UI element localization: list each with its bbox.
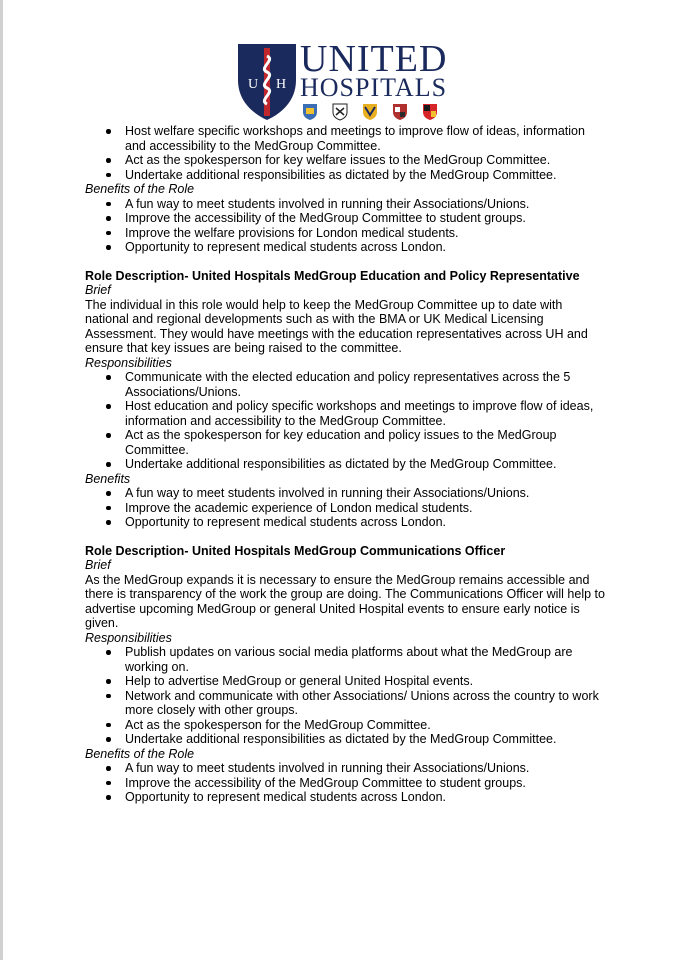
list-item: Act as the spokesperson for key welfare issues to the MedGroup Committee. [85,153,605,168]
list-item: Communicate with the elected education and policy representatives across the 5 Associations/Unions. [85,370,605,399]
list-item: Network and communicate with other Associations/ Unions across the country to work more closely with other groups. [85,689,605,718]
crest-3-icon [362,103,378,121]
welfare-responsibilities-continued [85,124,605,182]
logo-initial-u: U [248,77,259,92]
list-item: A fun way to meet students involved in running their Associations/Unions. [85,761,605,776]
education-brief-text: The individual in this role would help to keep the MedGroup Committee up to date with national and regional developments such as with the BMA or UK Medical Licensing Assessment. They would have meetings with the education representatives across UH and ensure that key issues are being raised to the committee. [85,297,588,355]
communications-benefits-label: Benefits of the Role [85,746,195,761]
list-item: Undertake additional responsibilities as dictated by the MedGroup Committee. [85,457,605,472]
list-item: Publish updates on various social media platforms about what the MedGroup are working on. [85,645,605,674]
list-item: Host welfare specific workshops and meetings to improve flow of ideas, information and accessibility to the MedGroup Committee. [85,124,605,153]
list-item: Act as the spokesperson for key education and policy issues to the MedGroup Committee. [85,428,605,457]
list-item: Improve the accessibility of the MedGroup Committee to student groups. [85,776,605,791]
list-item: Improve the accessibility of the MedGroup Committee to student groups. [85,211,605,226]
education-responsibilities-label: Responsibilities [85,355,172,370]
shield-icon [236,40,298,122]
logo-line-united: UNITED [300,38,448,80]
list-item: Improve the academic experience of London medical students. [85,501,605,516]
list-item: A fun way to meet students involved in running their Associations/Unions. [85,197,605,212]
page-edge [0,0,3,960]
welfare-benefits-label: Benefits of the Role [85,182,195,196]
communications-benefits-list [85,761,605,805]
crest-row [302,103,452,123]
list-item: A fun way to meet students involved in running their Associations/Unions. [85,486,605,501]
crest-1-icon [302,103,318,121]
education-benefits-label: Benefits [85,471,131,486]
list-item: Opportunity to represent medical students across London. [85,790,605,805]
crest-2-icon [332,103,348,121]
welfare-benefits-list [85,197,605,255]
list-item: Help to advertise MedGroup or general United Hospital events. [85,674,605,689]
list-item: Act as the spokesperson for the MedGroup Committee. [85,718,605,733]
united-hospitals-logo [236,40,451,126]
education-benefits-list [85,486,605,530]
list-item: Improve the welfare provisions for London medical students. [85,226,605,241]
document-body [85,124,605,805]
list-item: Host education and policy specific workshops and meetings to improve flow of ideas, information and accessibility to the MedGroup Committee. [85,399,605,428]
communications-role-heading: Role Description- United Hospitals MedGroup Communications Officer [85,543,506,558]
communications-brief-text: As the MedGroup expands it is necessary to ensure the MedGroup remains accessible and there is transparency of the work the group are doing. The Communications Officer will help to advertise upcoming MedGroup or general United Hospital events to ensure early notice is given. [85,572,605,630]
logo-line-hospitals: HOSPITALS [300,73,448,102]
list-item: Opportunity to represent medical students across London. [85,240,605,255]
list-item: Undertake additional responsibilities as dictated by the MedGroup Committee. [85,168,605,183]
list-item: Opportunity to represent medical students across London. [85,515,605,530]
communications-brief-label: Brief [85,558,111,572]
list-item: Undertake additional responsibilities as dictated by the MedGroup Committee. [85,732,605,747]
education-role-heading: Role Description- United Hospitals MedGroup Education and Policy Representative [85,268,580,283]
education-brief-label: Brief [85,283,111,297]
logo-initial-h: H [276,77,287,92]
communications-responsibilities-label: Responsibilities [85,630,172,645]
crest-4-icon [392,103,408,121]
communications-responsibilities-list [85,645,605,747]
crest-5-icon [422,103,438,121]
education-responsibilities-list [85,370,605,472]
